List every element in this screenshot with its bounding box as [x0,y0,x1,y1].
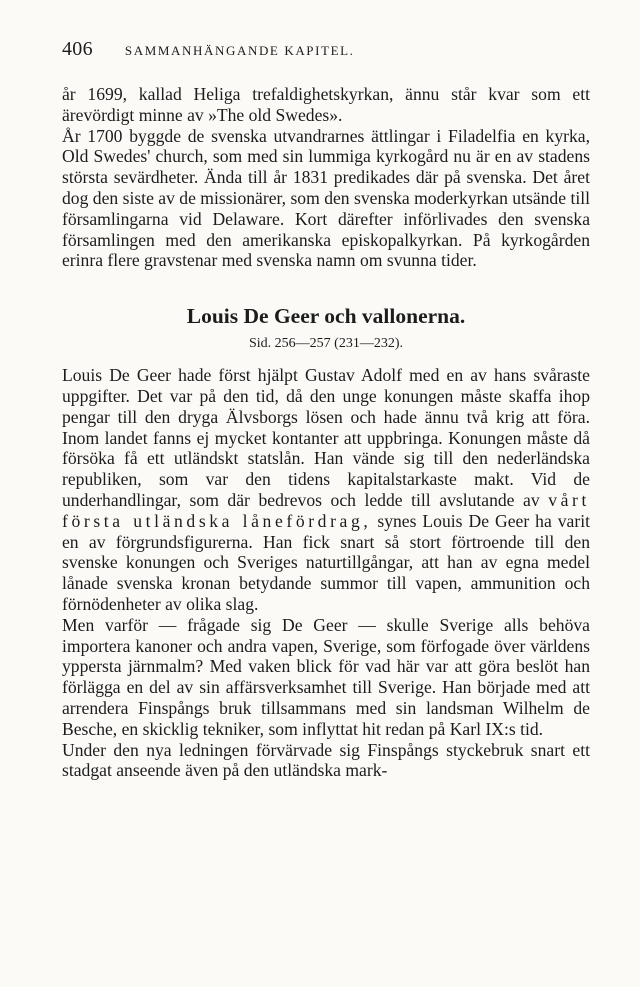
page-number: 406 [62,38,93,60]
body-paragraph-2: Men varför — frågade sig De Geer — skulle Sverige alls behöva importera kanoner och andra vapen, Sverige, som förfogade över världens yppersta järnmalm? Med vaken blick för vad här var att göra beslöt han förlägga en del av sin affärsverksamhet till Sverige. Han började med att arrendera Finspångs bruk tillsammans med sin landsman Wilhelm de Besche, en skicklig tekniker, som inflyttat hit redan på Karl IX:s tid. [62,614,590,739]
body-paragraph-3: Under den nya ledningen förvärvade sig Finspångs styckebruk snart ett stadgat anseende även på den utländska mark- [62,739,590,781]
page-text [62,84,590,781]
section-reference: Sid. 256—257 (231—232). [249,336,403,352]
section-title: Louis De Geer och vallonerna. [186,304,466,329]
body-paragraph-1-text-a: Louis De Geer hade först hjälpt Gustav Adolf med en av hans svåraste uppgifter. Det var på den tid, då den unge konungen måste skaffa ihop pengar till den dryga Älvsborgs lösen och hade ännu två krig att föra. Inom landet fanns ej mycket kontanter att uppbringa. Konungen måste då försöka få ett utländskt statslån. Han vände sig till den nederländska republiken, som var den tidens kapitalstarkaste makt. Vid de underhandlingar, som där bedrevos och ledde till avslutande av [62,365,590,510]
intro-paragraph: År 1700 byggde de svenska utvandrarnes ättlingar i Filadelfia en kyrka, Old Swedes' church, som med sin lummiga kyrkogård nu är en av stadens största sevärdheter. Ända till år 1831 predikades där på svenska. Det året dog den siste av de missionärer, som den svenska moderkyrkan utsände till församlingarna vid Delaware. Kort därefter införlivades den svenska församlingen med den amerikanska episkopalkyrkan. På kyrkogården erinra flere gravstenar med svenska namn om svunna tider. [62,125,590,271]
body-paragraph-1-text-b: synes Louis De Geer ha varit en av förgrundsfigurerna. Han fick snart så stort förtroende till den svenske konungen och Sveriges naturtillgångar, att han av egna medel lånade svenska kronan betydande summor till vapen, ammunition och förnödenheter av olika slag. [62,510,590,614]
body-paragraph-1-emphasis: vårt första utländska lånefördrag, [62,489,590,531]
running-head: SAMMANHÄNGANDE KAPITEL. [124,43,355,58]
book-page [62,38,590,781]
body-paragraph-1 [62,365,590,615]
intro-paragraph-continued: år 1699, kallad Heliga trefaldighetskyrkan, ännu står kvar som ett ärevördigt minne av »The old Swedes». [62,84,590,125]
page-header [62,38,590,68]
